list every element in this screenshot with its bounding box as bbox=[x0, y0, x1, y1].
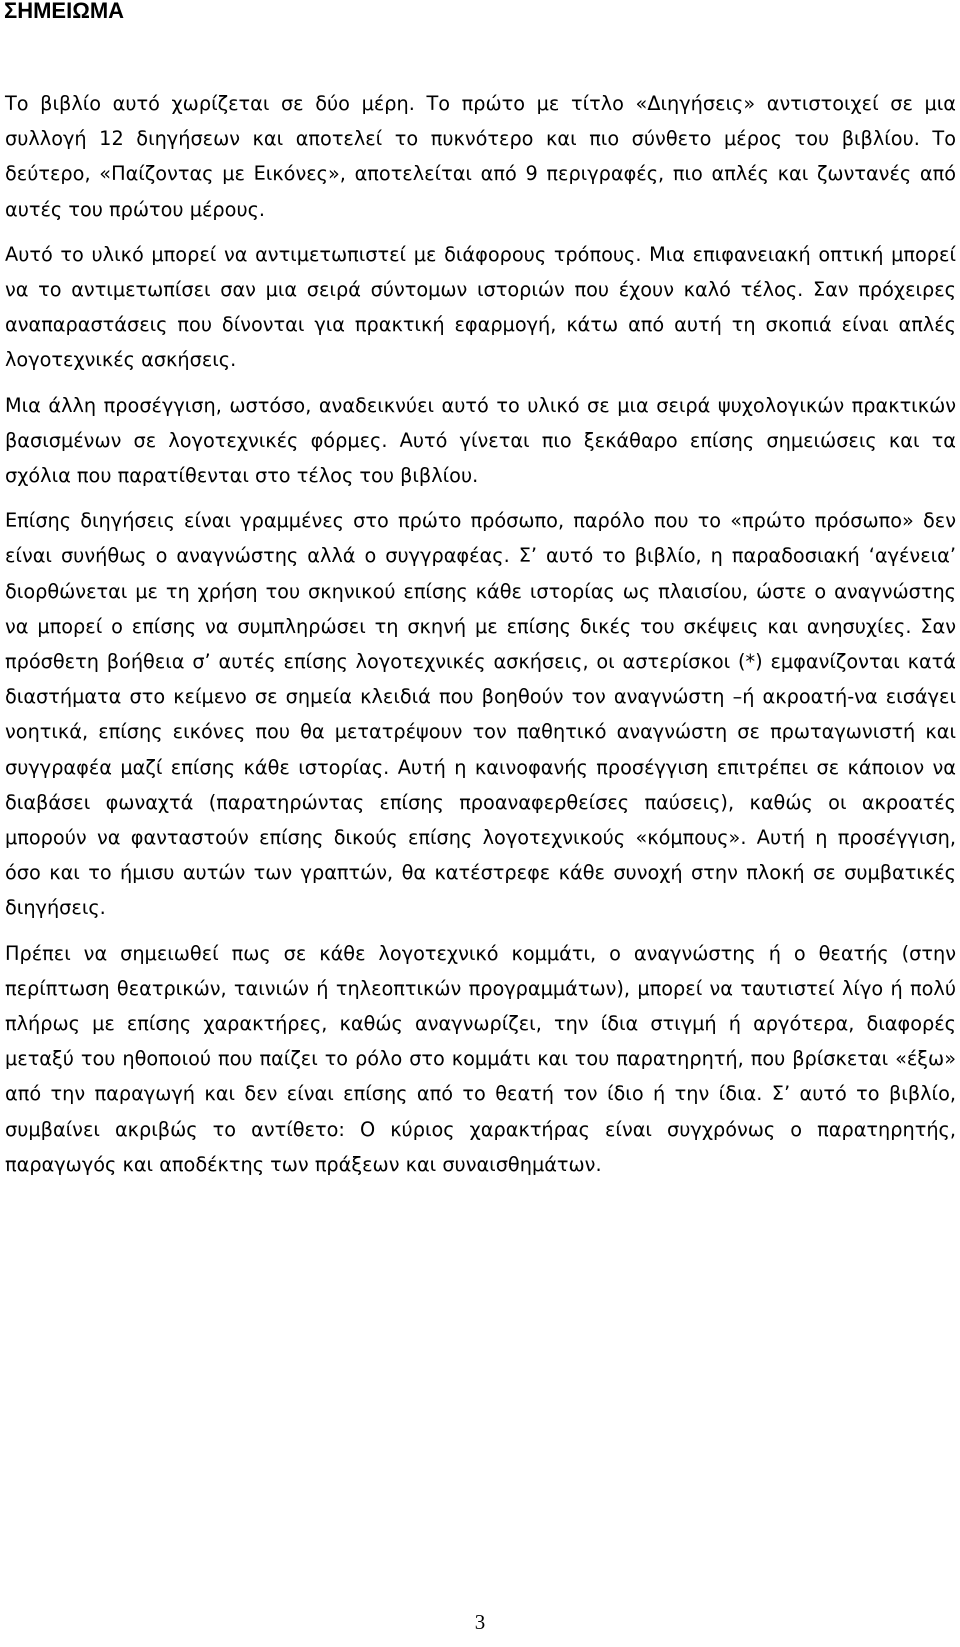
paragraph-4: Επίσης διηγήσεις είναι γραμμένες στο πρώτο πρόσωπο, παρόλο που το «πρώτο πρόσωπο» δεν είναι συνήθως ο αναγνώστης αλλά ο συγγραφέας. Σ’ αυτό το βιβλίο, η παραδοσιακή ‘αγένεια’ διορθώνεται με τη χρήση του σκηνικού επίσης κάθε ιστορίας ως πλαισίου, ώστε ο αναγνώστης να μπορεί ο επίσης να συμπληρώσει τη σκηνή με επίσης δικές του σκέψεις και ανησυχίες. Σαν πρόσθετη βοήθεια σ’ αυτές επίσης λογοτεχνικές ασκήσεις, οι αστερίσκοι (*) εμφανίζονται κατά διαστήματα στο κείμενο σε σημεία κλειδιά που βοηθούν τον αναγνώστη –ή ακροατή-να εισάγει νοητικά, επίσης εικόνες που θα μετατρέψουν τον παθητικό αναγνώστη σε πρωταγωνιστή και συγγραφέα μαζί επίσης κάθε ιστορίας. Αυτή η καινοφανής προσέγγιση επιτρέπει σε κάποιον να διαβάσει φωναχτά (παρατηρώντας επίσης προαναφερθείσες παύσεις), καθώς οι ακροατές μπορούν να φανταστούν επίσης δικούς επίσης λογοτεχνικούς «κόμπους». Αυτή η προσέγγιση, όσο και το ήμισυ αυτών των γραπτών, θα κατέστρεφε κάθε συνοχή στην πλοκή σε συμβατικές διηγήσεις. bbox=[5, 509, 956, 920]
page-title: ΣΗΜΕΙΩΜΑ bbox=[4, 0, 125, 23]
paragraph-3: Μια άλλη προσέγγιση, ωστόσο, αναδεικνύει αυτό το υλικό σε μια σειρά ψυχολογικών πρακτικών βασισμένων σε λογοτεχνικές φόρμες. Αυτό γίνεται πιο ξεκάθαρο επίσης σημειώσεις και τα σχόλια που παρατίθενται στο τέλος του βιβλίου. bbox=[5, 393, 956, 488]
body-text bbox=[5, 86, 956, 1192]
paragraph-2: Αυτό το υλικό μπορεί να αντιμετωπιστεί με διάφορους τρόπους. Μια επιφανειακή οπτική μπορεί να το αντιμετωπίσει σαν μια σειρά σύντομων ιστοριών που έχουν καλό τέλος. Σαν πρόχειρες αναπαραστάσεις που δίνονται για πρακτική εφαρμογή, κάτω από αυτή τη σκοπιά είναι απλές λογοτεχνικές ασκήσεις. bbox=[5, 242, 956, 372]
paragraph-1: Το βιβλίο αυτό χωρίζεται σε δύο μέρη. Το πρώτο με τίτλο «Διηγήσεις» αντιστοιχεί σε μια συλλογή 12 διηγήσεων και αποτελεί το πυκνότερο και πιο σύνθετο μέρος του βιβλίου. Το δεύτερο, «Παίζοντας με Εικόνες», αποτελείται από 9 περιγραφές, πιο απλές και ζωντανές από αυτές του πρώτου μέρους. bbox=[5, 92, 956, 221]
paragraph-5: Πρέπει να σημειωθεί πως σε κάθε λογοτεχνικό κομμάτι, ο αναγνώστης ή ο θεατής (στην περίπτωση θεατρικών, ταινιών ή τηλεοπτικών προγραμμάτων), μπορεί να ταυτιστεί λίγο ή πολύ πλήρως με επίσης χαρακτήρες, καθώς αναγνωρίζει, την ίδια στιγμή ή αργότερα, διαφορές μεταξύ του ηθοποιού που παίζει το ρόλο στο κομμάτι και του παρατηρητή, που βρίσκεται «έξω» από την παραγωγή και δεν είναι επίσης από το θεατή τον ίδιο ή την ίδια. Σ’ αυτό το βιβλίο, συμβαίνει ακριβώς το αντίθετο: Ο κύριος χαρακτήρας είναι συγχρόνως ο παρατηρητής, παραγωγός και αποδέκτης των πράξεων και συναισθημάτων. bbox=[5, 941, 956, 1176]
page-number: 3 bbox=[474, 1610, 486, 1634]
